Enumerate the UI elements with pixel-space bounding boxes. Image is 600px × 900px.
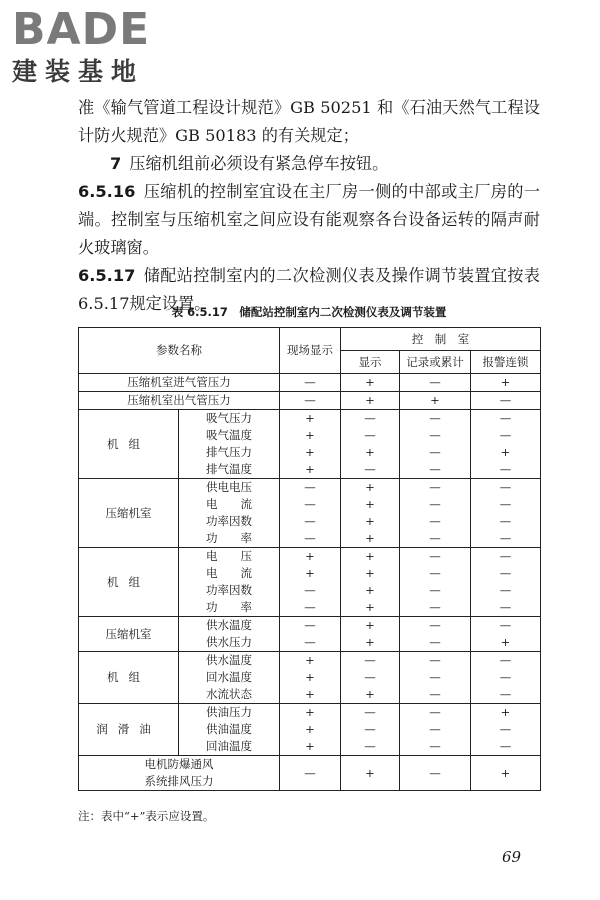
field-cell: + (280, 738, 341, 756)
alarm-cell: — (471, 530, 541, 548)
group-name-cell: 润滑油 (79, 704, 179, 756)
display-cell: + (341, 479, 400, 497)
alarm-cell: — (471, 496, 541, 513)
table-row (79, 652, 541, 670)
record-cell: — (400, 634, 471, 652)
alarm-cell: — (471, 479, 541, 497)
alarm-cell: — (471, 513, 541, 530)
param-name-cell: 供油温度 (179, 721, 280, 738)
logo (12, 6, 182, 88)
page-number: 69 (502, 848, 522, 866)
field-cell: — (280, 756, 341, 791)
display-cell: + (341, 582, 400, 599)
record-cell: — (400, 704, 471, 722)
field-cell: + (280, 565, 341, 582)
param-name-cell: 吸气压力 (179, 410, 280, 428)
alarm-cell: — (471, 392, 541, 410)
field-cell: — (280, 374, 341, 392)
alarm-cell: — (471, 410, 541, 428)
field-cell: — (280, 582, 341, 599)
display-cell: + (341, 392, 400, 410)
record-cell: — (400, 582, 471, 599)
record-cell: — (400, 444, 471, 461)
param-name-cell: 排气温度 (179, 461, 280, 479)
record-cell: — (400, 410, 471, 428)
field-cell: + (280, 410, 341, 428)
alarm-cell: + (471, 374, 541, 392)
table-row (79, 617, 541, 635)
alarm-cell: — (471, 738, 541, 756)
record-cell: — (400, 374, 471, 392)
record-cell: — (400, 427, 471, 444)
alarm-cell: — (471, 652, 541, 670)
alarm-cell: — (471, 582, 541, 599)
alarm-cell: — (471, 617, 541, 635)
table-row (79, 410, 541, 428)
alarm-cell: + (471, 704, 541, 722)
record-cell: — (400, 617, 471, 635)
alarm-cell: + (471, 756, 541, 791)
param-name-cell: 回油温度 (179, 738, 280, 756)
display-cell: + (341, 530, 400, 548)
header-param: 参数名称 (79, 328, 280, 374)
param-name-cell: 功率因数 (179, 513, 280, 530)
alarm-cell: + (471, 444, 541, 461)
record-cell: — (400, 496, 471, 513)
record-cell: — (400, 599, 471, 617)
alarm-cell: + (471, 634, 541, 652)
body-text (78, 94, 540, 318)
group-name-cell: 电机防爆通风 系统排风压力 (79, 756, 280, 791)
header-field-display: 现场显示 (280, 328, 341, 374)
param-name-cell: 吸气温度 (179, 427, 280, 444)
group-name-cell: 机组 (79, 410, 179, 479)
alarm-cell: — (471, 721, 541, 738)
field-cell: — (280, 530, 341, 548)
param-name-cell: 电 流 (179, 496, 280, 513)
display-cell: + (341, 548, 400, 566)
field-cell: — (280, 479, 341, 497)
paragraph-6-5-17: 6.5.17 储配站控制室内的二次检测仪表及操作调节装置宜按表 6.5.17规定设置。 (78, 266, 540, 313)
paragraph-item-7: 7 压缩机组前必须设有紧急停车按钮。 (110, 154, 389, 173)
display-cell: + (341, 599, 400, 617)
record-cell: — (400, 686, 471, 704)
display-cell: — (341, 669, 400, 686)
display-cell: + (341, 444, 400, 461)
paragraph-continuation: 准《输气管道工程设计规范》GB 50251 和《石油天然气工程设计防火规范》GB 50183 的有关规定； (78, 98, 540, 145)
field-cell: — (280, 513, 341, 530)
header-display: 显示 (341, 351, 400, 374)
param-name-cell: 供油压力 (179, 704, 280, 722)
table-row (79, 374, 541, 392)
display-cell: — (341, 704, 400, 722)
record-cell: — (400, 652, 471, 670)
alarm-cell: — (471, 461, 541, 479)
field-cell: — (280, 617, 341, 635)
display-cell: — (341, 721, 400, 738)
alarm-cell: — (471, 686, 541, 704)
display-cell: + (341, 374, 400, 392)
header-alarm: 报警连锁 (471, 351, 541, 374)
display-cell: — (341, 410, 400, 428)
display-cell: — (341, 427, 400, 444)
param-name-cell: 回水温度 (179, 669, 280, 686)
logo-subtitle: 建装基地 (12, 57, 145, 86)
table-row (79, 548, 541, 566)
header-control-room: 控 制 室 (341, 328, 541, 351)
display-cell: — (341, 461, 400, 479)
record-cell: — (400, 738, 471, 756)
param-name-cell: 供电电压 (179, 479, 280, 497)
record-cell: — (400, 461, 471, 479)
display-cell: + (341, 617, 400, 635)
table-row (79, 392, 541, 410)
param-name-cell: 排气压力 (179, 444, 280, 461)
clause-number: 6.5.17 (78, 266, 136, 285)
header-record: 记录或累计 (400, 351, 471, 374)
table-note: 注：表中“+”表示应设置。 (78, 809, 215, 823)
table-row (79, 704, 541, 722)
group-name-cell: 压缩机室 (79, 479, 179, 548)
instrument-table (78, 327, 541, 791)
record-cell: — (400, 513, 471, 530)
record-cell: — (400, 548, 471, 566)
group-name-cell: 机组 (79, 652, 179, 704)
field-cell: + (280, 721, 341, 738)
display-cell: + (341, 756, 400, 791)
display-cell: — (341, 738, 400, 756)
record-cell: — (400, 565, 471, 582)
alarm-cell: — (471, 565, 541, 582)
field-cell: + (280, 669, 341, 686)
param-name-cell: 电 压 (179, 548, 280, 566)
record-cell: — (400, 669, 471, 686)
record-cell: — (400, 721, 471, 738)
alarm-cell: — (471, 548, 541, 566)
group-name-cell: 压缩机室 (79, 617, 179, 652)
table-row (79, 479, 541, 497)
alarm-cell: — (471, 427, 541, 444)
paragraph-6-5-16: 6.5.16 压缩机的控制室宜设在主厂房一侧的中部或主厂房的一端。控制室与压缩机室之间应设有能观察各台设备运转的隔声耐火玻璃窗。 (78, 182, 540, 257)
param-name-cell: 电 流 (179, 565, 280, 582)
record-cell: — (400, 530, 471, 548)
alarm-cell: — (471, 669, 541, 686)
record-cell: — (400, 479, 471, 497)
group-name-cell: 压缩机室出气管压力 (79, 392, 280, 410)
field-cell: — (280, 392, 341, 410)
param-name-cell: 功 率 (179, 599, 280, 617)
param-name-cell: 供水温度 (179, 652, 280, 670)
display-cell: + (341, 634, 400, 652)
record-cell: — (400, 756, 471, 791)
field-cell: + (280, 427, 341, 444)
group-name-cell: 压缩机室进气管压力 (79, 374, 280, 392)
field-cell: — (280, 496, 341, 513)
field-cell: + (280, 652, 341, 670)
field-cell: — (280, 599, 341, 617)
field-cell: — (280, 634, 341, 652)
alarm-cell: — (471, 599, 541, 617)
table-caption: 表 6.5.17 储配站控制室内二次检测仪表及调节装置 (171, 305, 447, 319)
field-cell: + (280, 461, 341, 479)
field-cell: + (280, 704, 341, 722)
display-cell: — (341, 652, 400, 670)
table-row (79, 756, 541, 791)
record-cell: + (400, 392, 471, 410)
logo-brand: BADE (12, 4, 151, 55)
header-row-1 (79, 328, 541, 351)
clause-number: 6.5.16 (78, 182, 136, 201)
field-cell: + (280, 686, 341, 704)
display-cell: + (341, 686, 400, 704)
field-cell: + (280, 444, 341, 461)
param-name-cell: 功 率 (179, 530, 280, 548)
display-cell: + (341, 565, 400, 582)
param-name-cell: 供水温度 (179, 617, 280, 635)
param-name-cell: 供水压力 (179, 634, 280, 652)
display-cell: + (341, 496, 400, 513)
param-name-cell: 水流状态 (179, 686, 280, 704)
item-number: 7 (110, 154, 122, 173)
param-name-cell: 功率因数 (179, 582, 280, 599)
group-name-cell: 机组 (79, 548, 179, 617)
display-cell: + (341, 513, 400, 530)
field-cell: + (280, 548, 341, 566)
